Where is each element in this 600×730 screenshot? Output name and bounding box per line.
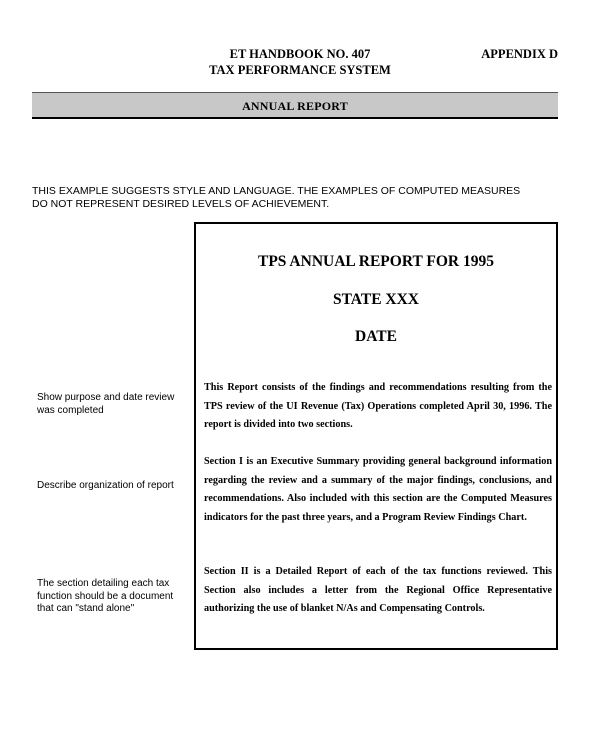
handbook-header (170, 46, 430, 78)
report-date: DATE (355, 328, 397, 345)
handbook-number: ET HANDBOOK NO. 407 (229, 47, 371, 61)
margin-note-line: function should be a document (37, 590, 174, 602)
margin-note-line: The section detailing each tax (37, 578, 170, 589)
report-state: STATE XXX (333, 291, 419, 308)
report-paragraph-section-one: Section I is an Executive Summary providing general background information regarding the review and a summary of the major findings, conclusions, and recommendations. Also included with this section are the Computed Measures indicators for the past three years, and a Program Review Findings Chart. (204, 456, 552, 523)
margin-note-section-detail (37, 578, 193, 616)
margin-note-organization (37, 480, 193, 493)
disclaimer-line-1: THIS EXAMPLE SUGGESTS STYLE AND LANGUAGE. THE EXAMPLES OF COMPUTED MEASURES (32, 185, 521, 197)
report-paragraph-purpose: This Report consists of the findings and recommendations resulting from the TPS review of the UI Revenue (Tax) Operations completed April 30, 1996. The report is divided into two sections. (204, 382, 552, 431)
margin-note-line: was completed (37, 404, 104, 416)
margin-note-purpose (37, 392, 193, 417)
disclaimer-line-2: DO NOT REPRESENT DESIRED LEVELS OF ACHIEVEMENT. (32, 198, 330, 210)
section-bar-label: ANNUAL REPORT (242, 99, 348, 113)
section-bar (32, 92, 558, 119)
appendix-label: APPENDIX D (481, 47, 558, 61)
margin-note-line: Describe organization of report (37, 480, 174, 491)
report-title: TPS ANNUAL REPORT FOR 1995 (257, 253, 494, 270)
system-name: TAX PERFORMANCE SYSTEM (209, 63, 391, 77)
disclaimer (32, 185, 572, 211)
margin-note-line: that can "stand alone" (37, 603, 135, 614)
report-paragraph-section-two: Section II is a Detailed Report of each of the tax functions reviewed. This Section also includes a letter from the Regional Office Representative authorizing the use of blanket N/As and Compensating Controls. (204, 566, 552, 615)
report-example-box (194, 222, 558, 650)
margin-note-line: Show purpose and date review (37, 392, 175, 403)
